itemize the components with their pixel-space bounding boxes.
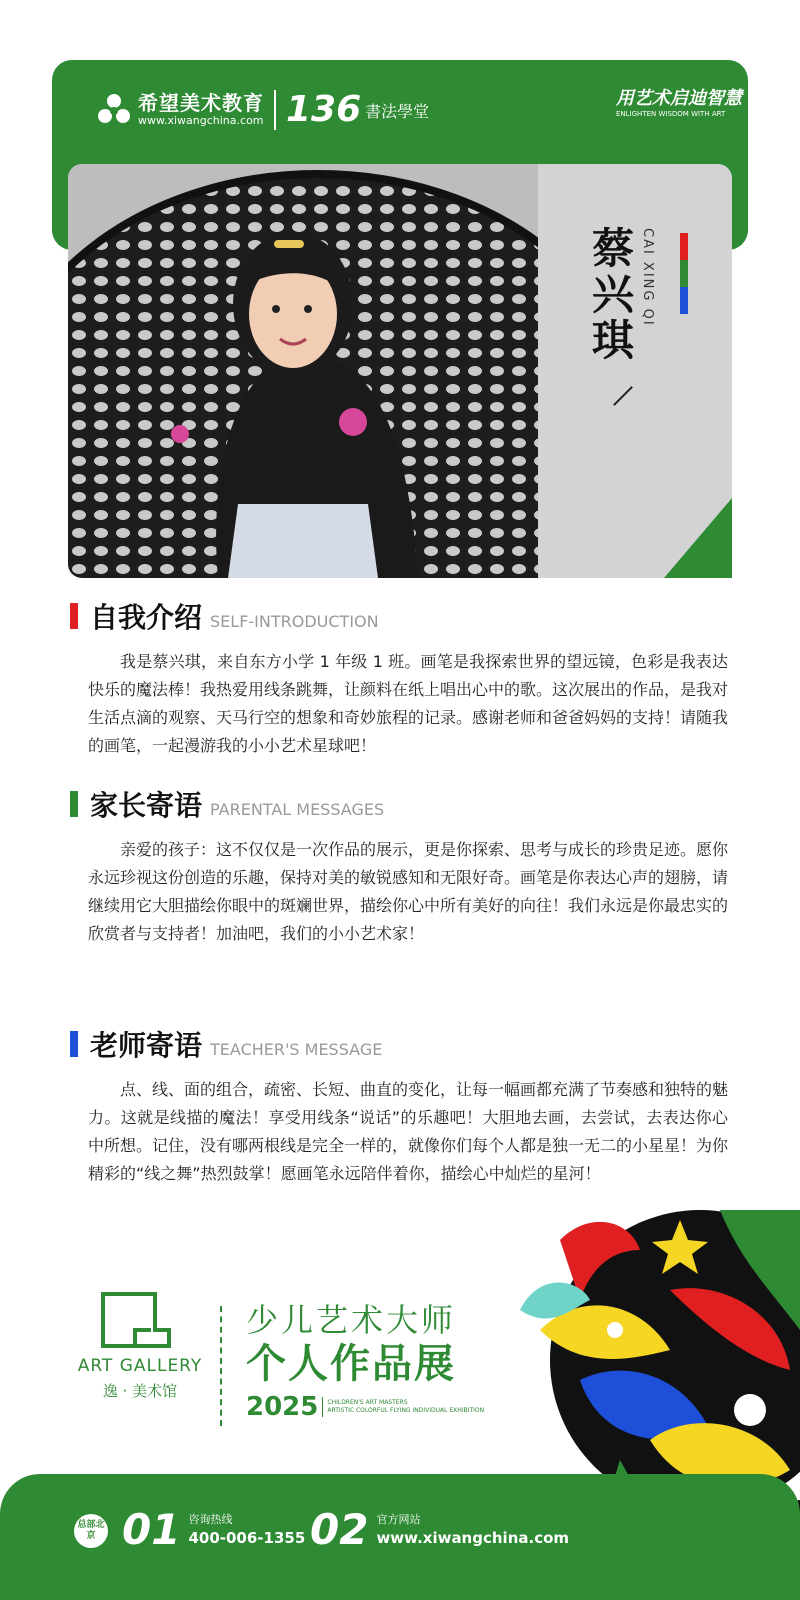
slogan: [616, 88, 742, 119]
slogan-en: ENLIGHTEN WISDOM WITH ART: [616, 110, 726, 118]
section-title-en: PARENTAL MESSAGES: [210, 800, 385, 819]
hq-badge: 总部北京: [74, 1514, 108, 1548]
contact-website[interactable]: [310, 1505, 570, 1554]
brand-url: www.xiwangchina.com: [138, 114, 264, 127]
section-teacher-message: [70, 1024, 729, 1188]
student-name-cn: 蔡兴琪: [586, 226, 635, 364]
contact-label: 官方网站: [376, 1513, 421, 1526]
contact-number: 01: [122, 1505, 181, 1554]
section-title-en: TEACHER'S MESSAGE: [210, 1040, 383, 1059]
section-body: 我是蔡兴琪，来自东方小学 1 年级 1 班。画笔是我探索世界的望远镜，色彩是我表达快乐的魔法棒！我热爱用线条跳舞，让颜料在纸上唱出心中的歌。这次展出的作品，是我对生活点滴的观察、天马行空的想象和奇妙旅程的记录。感谢老师和爸爸妈妈的支持！请随我的画笔，一起漫游我的小小艺术星球吧！: [88, 652, 729, 755]
sub-brand-number: 136: [286, 89, 362, 130]
slogan-main: 用艺术启迪智慧: [616, 88, 742, 109]
section-header: [70, 596, 720, 636]
contact-value: www.xiwangchina.com: [376, 1529, 570, 1547]
brand-divider: [274, 90, 276, 130]
contact-value: 400-006-1355: [188, 1529, 306, 1547]
exhibition-separator: [322, 1397, 323, 1417]
section-title: 自我介绍: [90, 601, 203, 634]
color-bar-red: [680, 233, 688, 260]
exhibition-year-row: [246, 1392, 484, 1422]
color-bars: [680, 233, 688, 314]
section-header: [70, 784, 720, 824]
brand-flower-icon: [96, 92, 132, 128]
gallery-name-cn: 逸 · 美术馆: [102, 1382, 178, 1400]
exhibition-title: [246, 1300, 484, 1422]
exhibition-en: [327, 1399, 484, 1415]
student-photo-illustration: [68, 164, 538, 578]
art-gallery-logo: [70, 1290, 210, 1401]
color-bar-blue: [680, 287, 688, 314]
contact-number: 02: [310, 1505, 369, 1554]
color-bar-green: [680, 260, 688, 287]
contact-hotline[interactable]: [122, 1505, 306, 1554]
student-photo: [68, 164, 538, 578]
section-bar: [70, 603, 78, 629]
corner-triangle: [664, 498, 732, 578]
section-bar: [70, 1031, 78, 1057]
exhibition-line2: 个人作品展: [246, 1341, 456, 1387]
gallery-divider: [220, 1306, 222, 1426]
contact-info: [376, 1512, 569, 1548]
exhibition-en-line1: CHILDREN'S ART MASTERS: [327, 1399, 408, 1406]
section-header: [70, 1024, 720, 1064]
exhibition-en-line2: ARTISTIC COLORFUL FLYING INDIVIDUAL EXHIBITION: [327, 1407, 485, 1414]
section-parental-messages: [70, 784, 729, 948]
section-title-en: SELF-INTRODUCTION: [210, 612, 379, 631]
brand-logo[interactable]: [96, 90, 429, 130]
student-name-en: CAI XING QI: [640, 228, 655, 327]
sub-brand-text: 書法學堂: [365, 101, 430, 121]
section-title: 家长寄语: [90, 789, 203, 822]
contact-label: 咨询热线: [188, 1513, 233, 1526]
contact-info: [188, 1512, 305, 1548]
gallery-name-en: ART GALLERY: [77, 1356, 203, 1376]
section-self-introduction: [70, 596, 729, 760]
brand-text: [138, 92, 264, 128]
section-title: 老师寄语: [90, 1029, 203, 1062]
exhibition-line1: 少儿艺术大师: [246, 1301, 457, 1339]
section-bar: [70, 791, 78, 817]
section-body: 点、线、面的组合，疏密、长短、曲直的变化，让每一幅画都充满了节奏感和独特的魅力。这就是线描的魔法！享受用线条“说话”的乐趣吧！大胆地去画，去尝试，去表达你心中所想。记住，没有哪两根线是完全一样的，就像你们每个人都是独一无二的小星星！为你精彩的“线之舞”热烈鼓掌！愿画笔永远陪伴着你，描绘心中灿烂的星河！: [88, 1080, 729, 1183]
brand-name: 希望美术教育: [138, 91, 264, 115]
section-body: 亲爱的孩子：这不仅仅是一次作品的展示，更是你探索、思考与成长的珍贵足迹。愿你永远珍视这份创造的乐趣，保持对美的敏锐感知和无限好奇。画笔是你表达心声的翅膀，请继续用它大胆描绘你眼中的斑斓世界，描绘你心中所有美好的向往！我们永远是你最忠实的欣赏者与支持者！加油吧，我们的小小艺术家！: [88, 840, 729, 943]
gallery-building-icon: [95, 1290, 185, 1350]
exhibition-year: 2025: [246, 1392, 319, 1422]
